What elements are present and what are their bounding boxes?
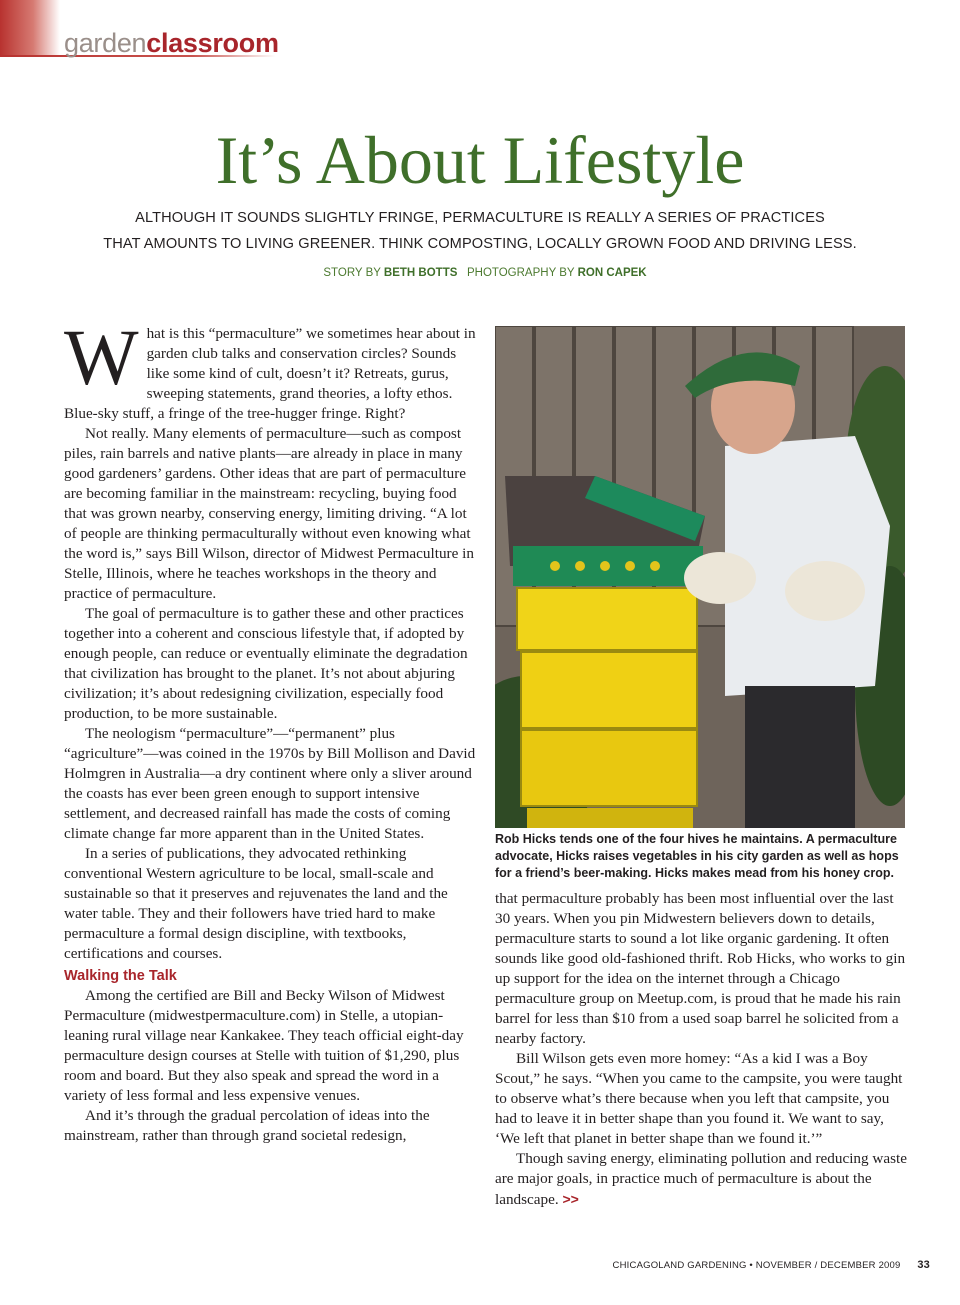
right-paragraph-2: Bill Wilson gets even more homey: “As a kid I was a Boy Scout,” he says. “When you came to the campsite, you were taught to observe what’s there because when you left that campsite, you had to leave it in better shape than you found it. We want to say, ‘We left that planet in better shape than we found it.’” — [495, 1050, 903, 1147]
section-label — [64, 28, 279, 58]
deck-line-1: ALTHOUGH IT SOUNDS SLIGHTLY FRINGE, PERMACULTURE IS REALLY A SERIES OF PRACTICES — [135, 210, 825, 226]
byline-photo-prefix: PHOTOGRAPHY BY — [467, 267, 575, 279]
page-number: 33 — [917, 1259, 930, 1271]
right-paragraph-3 — [495, 1149, 907, 1210]
paragraph-3: The goal of permaculture is to gather these and other practices together into a coherent and conscious lifestyle that, if adopted by enough people, can reduce or eventually eliminate the degradation that civilization has brought to the planet. It’s not about abjuring civilization; it’s about redesigning civilization, especially food production, to be more sustainable. — [64, 605, 468, 722]
section-label-bold: classroom — [146, 28, 279, 58]
section-label-light: garden — [64, 28, 147, 58]
byline — [0, 267, 960, 279]
paragraph-7: And it’s through the gradual percolation of ideas into the mainstream, rather than through grand societal redesign, — [64, 1107, 430, 1144]
paragraph-5: In a series of publications, they advocated rethinking conventional Western agriculture to be local, small-scale and sustainable so that it preserves and rejuvenates the land and the water table. They and their followers have tried hard to make permaculture a formal design discipline, with textbooks, certifications and courses. — [64, 845, 448, 962]
right-column — [495, 889, 907, 1210]
deck-line-2: THAT AMOUNTS TO LIVING GREENER. THINK COMPOSTING, LOCALLY GROWN FOOD AND DRIVING LESS. — [103, 236, 857, 252]
paragraph-1 — [64, 315, 476, 424]
continued-arrows: >> — [562, 1191, 579, 1207]
paragraph-4: The neologism “permaculture”—“permanent” plus “agriculture”—was coined in the 1970s by Bill Mollison and David Holmgren in Australia—a dry continent where only a sliver around the coasts has ever been green enough to support intensive settlement, and decreased rainfall has made the costs of coming climate change far more apparent than in the United States. — [64, 725, 476, 842]
paragraph-2: Not really. Many elements of permaculture—such as compost piles, rain barrels and native plants—are already in place in many good gardeners’ gardens. Other ideas that are part of permaculture are becoming familiar in the mainstream: recycling, buying food that was grown nearby, conserving energy, limiting driving. “A lot of people are thinking permaculturally without even knowing what the word is,” says Bill Wilson, director of Midwest Permaculture in Stelle, Illinois, where he teaches workshops in the theory and practice of permaculture. — [64, 425, 474, 602]
header-accent-bar — [0, 0, 60, 55]
paragraph-1-text: hat is this “permaculture” we sometimes hear about in garden club talks and conservation circles? Sounds like some kind of cult, doesn’t it? Retreats, gurus, sweeping statements, grand theories, a lofty ethos. Blue-sky stuff, a fringe of the tree-hugger fringe. Right? — [64, 325, 476, 422]
byline-photographer: RON CAPEK — [577, 267, 647, 279]
page-footer — [560, 1259, 930, 1271]
right-paragraph-3-text: Though saving energy, eliminating pollution and reducing waste are major goals, in practice much of permaculture is about the landscape. — [495, 1150, 907, 1208]
drop-cap: W — [64, 315, 139, 402]
article-deck — [80, 205, 880, 257]
beehive-photo — [495, 326, 905, 828]
footer-publication: CHICAGOLAND GARDENING • NOVEMBER / DECEMBER 2009 — [612, 1260, 901, 1271]
byline-story-prefix: STORY BY — [323, 267, 381, 279]
left-column — [64, 315, 476, 1146]
right-paragraph-1: that permaculture probably has been most influential over the last 30 years. When you pin Midwestern believers down to details, permaculture starts to sound a lot like organic gardening. It often sounds like good old-fashioned thrift. Rob Hicks, who works to gin up support for the idea on the internet through a Chicago permaculture group on Meetup.com, is proud that he made his rain barrel for less than $10 from a used soap barrel he solicited from a nearby factory. — [495, 890, 906, 1047]
beehive-illustration — [495, 326, 905, 828]
photo-caption: Rob Hicks tends one of the four hives he maintains. A permaculture advocate, Hicks raises vegetables in his city garden as well as hops for a friend’s beer-making. Hicks makes mead from his honey crop. — [495, 832, 899, 880]
article-title: It’s About Lifestyle — [215, 122, 745, 198]
paragraph-6: Among the certified are Bill and Becky Wilson of Midwest Permaculture (midwestpermaculture.com) in Stelle, a utopian-leaning rural village near Kankakee. They teach official eight-day permaculture design courses at Stelle with tuition of $1,290, plus room and board. But they also speak and spread the word in a variety of less formal and less expensive venues. — [64, 987, 464, 1104]
byline-author: BETH BOTTS — [383, 267, 458, 279]
subhead-walking-the-talk: Walking the Talk — [64, 968, 177, 984]
